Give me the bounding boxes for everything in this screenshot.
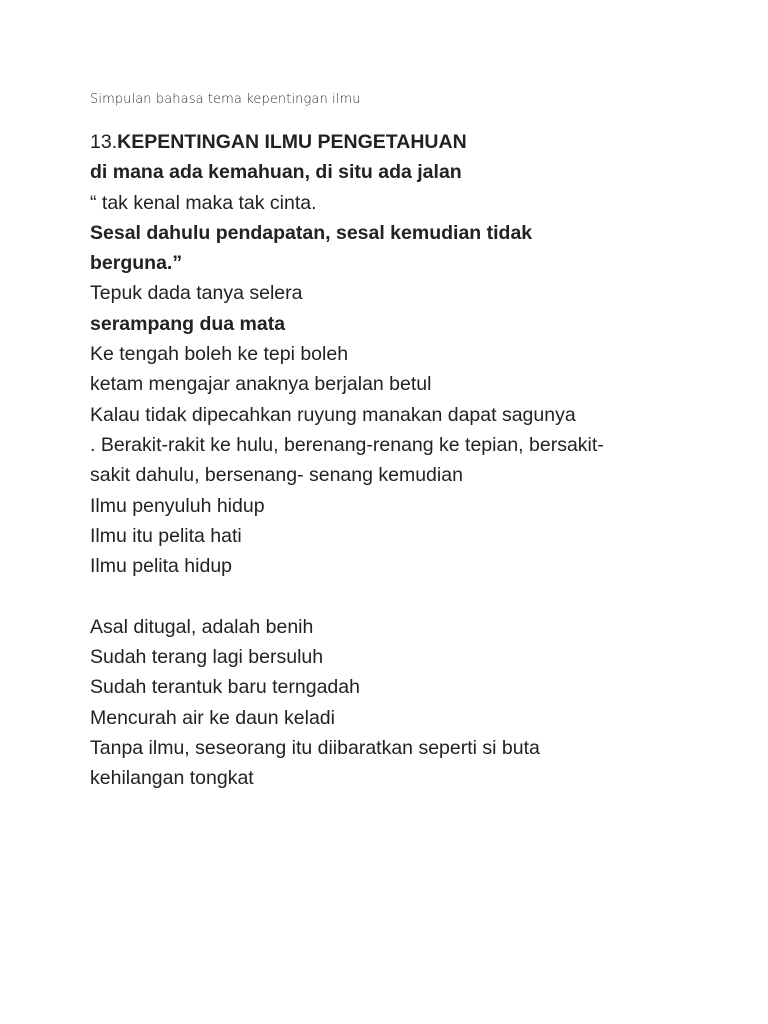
document-subtitle: Simpulan bahasa tema kepentingan ilmu [90,92,361,107]
proverb-line: . Berakit-rakit ke hulu, berenang-renang ke tepian, bersakit- [90,433,604,456]
heading-number: 13. [90,131,118,153]
proverb-line: Ilmu penyuluh hidup [90,494,265,517]
proverb-line: Mencurah air ke daun keladi [90,706,335,729]
document-body [90,127,670,794]
blank-line [90,581,670,611]
proverb-line: Sudah terantuk baru terngadah [90,676,360,699]
proverb-line: Ilmu itu pelita hati [90,524,242,547]
proverb-line: Sudah terang lagi bersuluh [90,646,324,669]
proverb-line: “ tak kenal maka tak cinta. [90,191,317,214]
proverb-line: serampang dua mata [90,312,286,335]
proverb-line: ketam mengajar anaknya berjalan betul [90,373,432,396]
proverb-line: Sesal dahulu pendapatan, sesal kemudian tidak [90,221,533,244]
proverb-line: berguna.” [90,252,183,275]
heading-line [90,127,670,157]
proverb-line: Kalau tidak dipecahkan ruyung manakan dapat sagunya [90,403,576,426]
proverb-line: Tanpa ilmu, seseorang itu diibaratkan seperti si buta [90,736,540,759]
heading-title: KEPENTINGAN ILMU PENGETAHUAN [117,131,467,153]
proverb-line: sakit dahulu, bersenang- senang kemudian [90,464,463,487]
proverb-line: Asal ditugal, adalah benih [90,615,314,638]
proverb-line: kehilangan tongkat [90,767,254,790]
proverb-line: di mana ada kemahuan, di situ ada jalan [90,161,462,184]
proverb-line: Tepuk dada tanya selera [90,282,303,305]
proverb-line: Ilmu pelita hidup [90,555,233,578]
proverb-line: Ke tengah boleh ke tepi boleh [90,343,349,366]
